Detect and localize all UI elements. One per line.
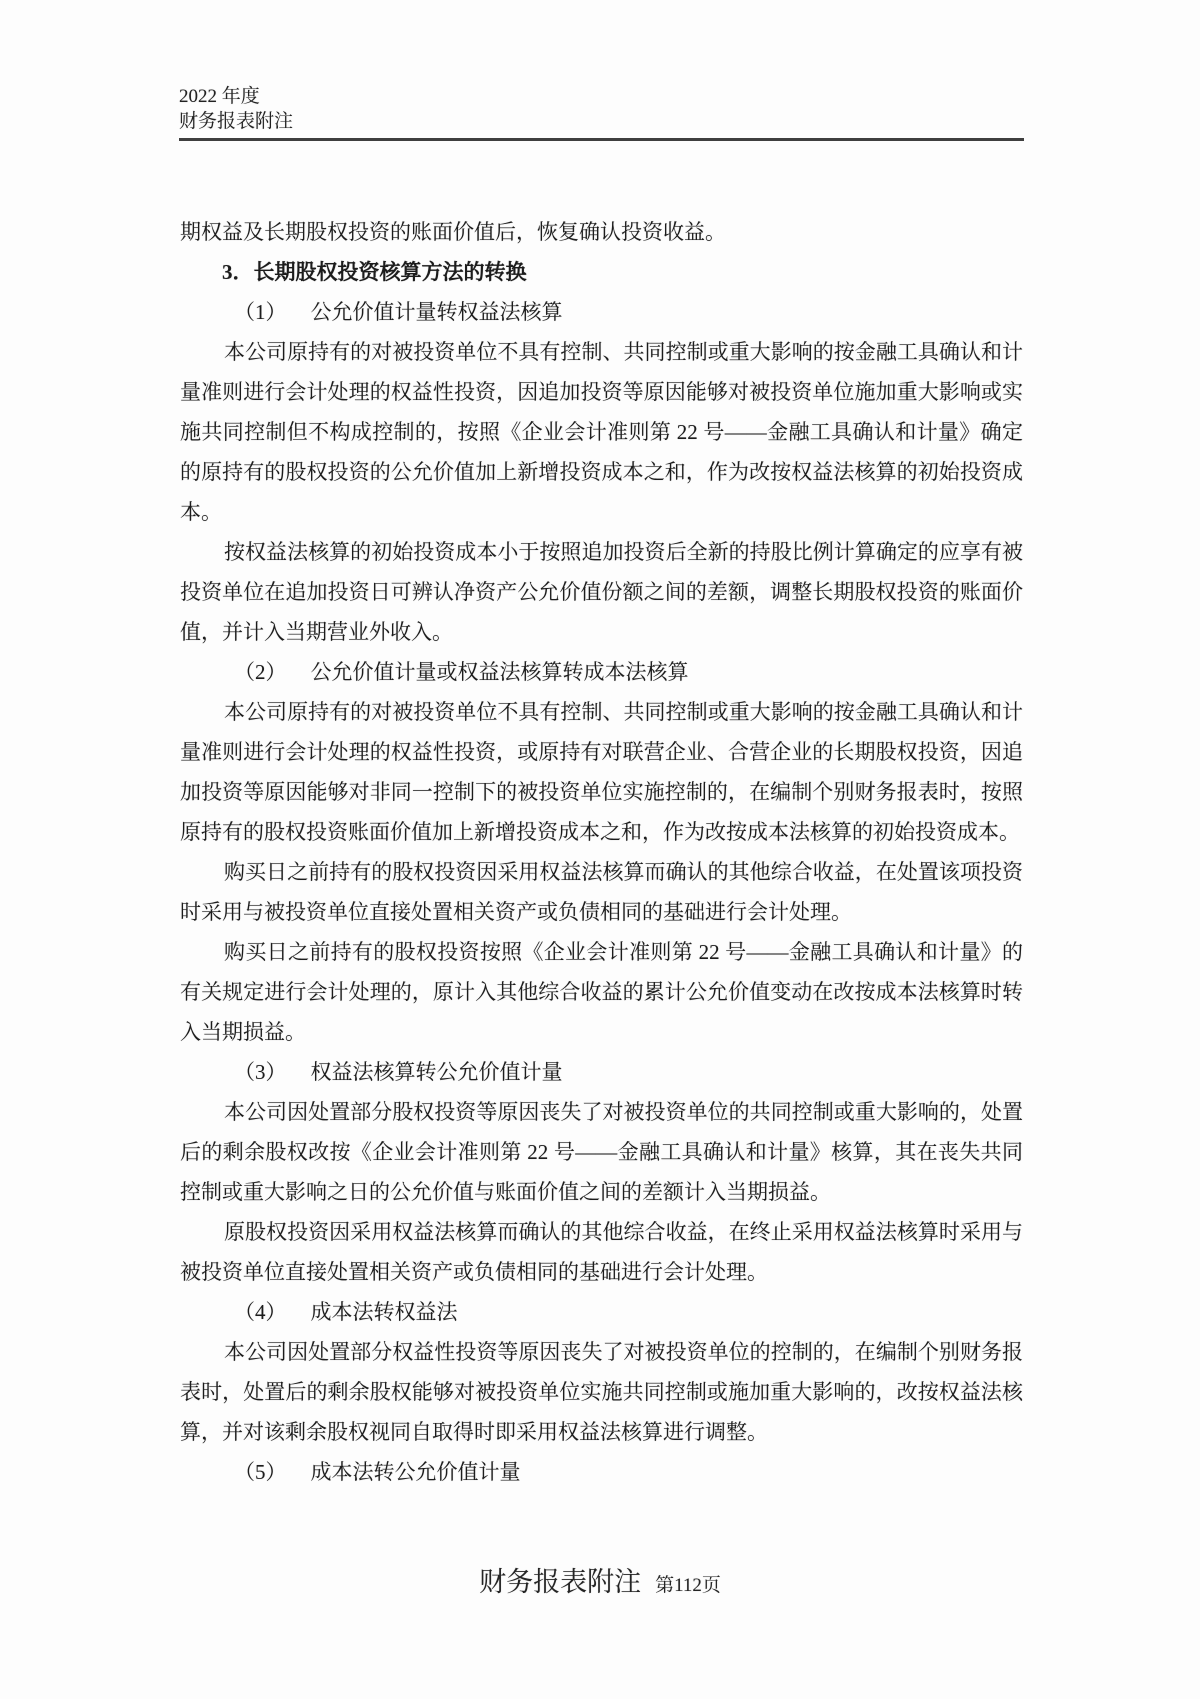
paragraph: 本公司原持有的对被投资单位不具有控制、共同控制或重大影响的按金融工具确认和计量准则进行会计处理的权益性投资，或原持有对联营企业、合营企业的长期股权投资，因追加投资等原因能够对非同一控制下的被投资单位实施控制的，在编制个别财务报表时，按照原持有的股权投资账面价值加上新增投资成本之和，作为改按成本法核算的初始投资成本。 bbox=[180, 700, 1023, 844]
subsection-number-3: （3） bbox=[234, 1060, 287, 1084]
paragraph: 购买日之前持有的股权投资按照《企业会计准则第 22 号——金融工具确认和计量》的有关规定进行会计处理的，原计入其他综合收益的累计公允价值变动在改按成本法核算时转入当期损益。 bbox=[180, 940, 1023, 1044]
subsection-number-1: （1） bbox=[234, 300, 287, 324]
subsection-number-4: （4） bbox=[234, 1300, 287, 1324]
header-title-line: 财务报表附注 bbox=[179, 111, 294, 132]
paragraph: 原股权投资因采用权益法核算而确认的其他综合收益，在终止采用权益法核算时采用与被投资单位直接处置相关资产或负债相同的基础进行会计处理。 bbox=[180, 1220, 1023, 1284]
subsection-label-5: 成本法转公允价值计量 bbox=[310, 1460, 521, 1484]
paragraph: 本公司因处置部分权益性投资等原因丧失了对被投资单位的控制的，在编制个别财务报表时，处置后的剩余股权能够对被投资单位实施共同控制或施加重大影响的，改按权益法核算，并对该剩余股权视同自取得时即采用权益法核算进行调整。 bbox=[180, 1340, 1023, 1444]
footer-title: 财务报表附注 bbox=[479, 1567, 642, 1597]
paragraph: 按权益法核算的初始投资成本小于按照追加投资后全新的持股比例计算确定的应享有被投资单位在追加投资日可辨认净资产公允价值份额之间的差额，调整长期股权投资的账面价值，并计入当期营业外收入。 bbox=[180, 540, 1023, 644]
header-year-line: 2022 年度 bbox=[179, 86, 260, 107]
subsection-label-1: 公允价值计量转权益法核算 bbox=[310, 300, 563, 324]
paragraph: 本公司因处置部分股权投资等原因丧失了对被投资单位的共同控制或重大影响的，处置后的剩余股权改按《企业会计准则第 22 号——金融工具确认和计量》核算，其在丧失共同控制或重大影响之日的公允价值与账面价值之间的差额计入当期损益。 bbox=[180, 1100, 1023, 1204]
paragraph: 购买日之前持有的股权投资因采用权益法核算而确认的其他综合收益，在处置该项投资时采用与被投资单位直接处置相关资产或负债相同的基础进行会计处理。 bbox=[180, 860, 1023, 924]
page-footer bbox=[0, 1560, 1200, 1599]
page-header bbox=[179, 84, 1024, 141]
subsection-heading-2 bbox=[180, 652, 1023, 692]
footer-page-number: 第112页 bbox=[655, 1575, 721, 1596]
subsection-label-4: 成本法转权益法 bbox=[310, 1300, 458, 1324]
subsection-number-2: （2） bbox=[234, 660, 287, 684]
subsection-label-3: 权益法核算转公允价值计量 bbox=[310, 1060, 563, 1084]
subsection-heading-5 bbox=[180, 1452, 1023, 1492]
subsection-label-2: 公允价值计量或权益法核算转成本法核算 bbox=[310, 660, 689, 684]
document-body bbox=[180, 212, 1023, 1492]
subsection-heading-3 bbox=[180, 1052, 1023, 1092]
section-heading-3: 3．长期股权投资核算方法的转换 bbox=[222, 260, 527, 284]
paragraph-continuation: 期权益及长期股权投资的账面价值后，恢复确认投资收益。 bbox=[180, 220, 726, 244]
subsection-heading-1 bbox=[180, 292, 1023, 332]
subsection-heading-4 bbox=[180, 1292, 1023, 1332]
subsection-number-5: （5） bbox=[234, 1460, 287, 1484]
paragraph: 本公司原持有的对被投资单位不具有控制、共同控制或重大影响的按金融工具确认和计量准则进行会计处理的权益性投资，因追加投资等原因能够对被投资单位施加重大影响或实施共同控制但不构成控制的，按照《企业会计准则第 22 号——金融工具确认和计量》确定的原持有的股权投资的公允价值加上新增投资成本之和，作为改按权益法核算的初始投资成本。 bbox=[180, 340, 1023, 524]
